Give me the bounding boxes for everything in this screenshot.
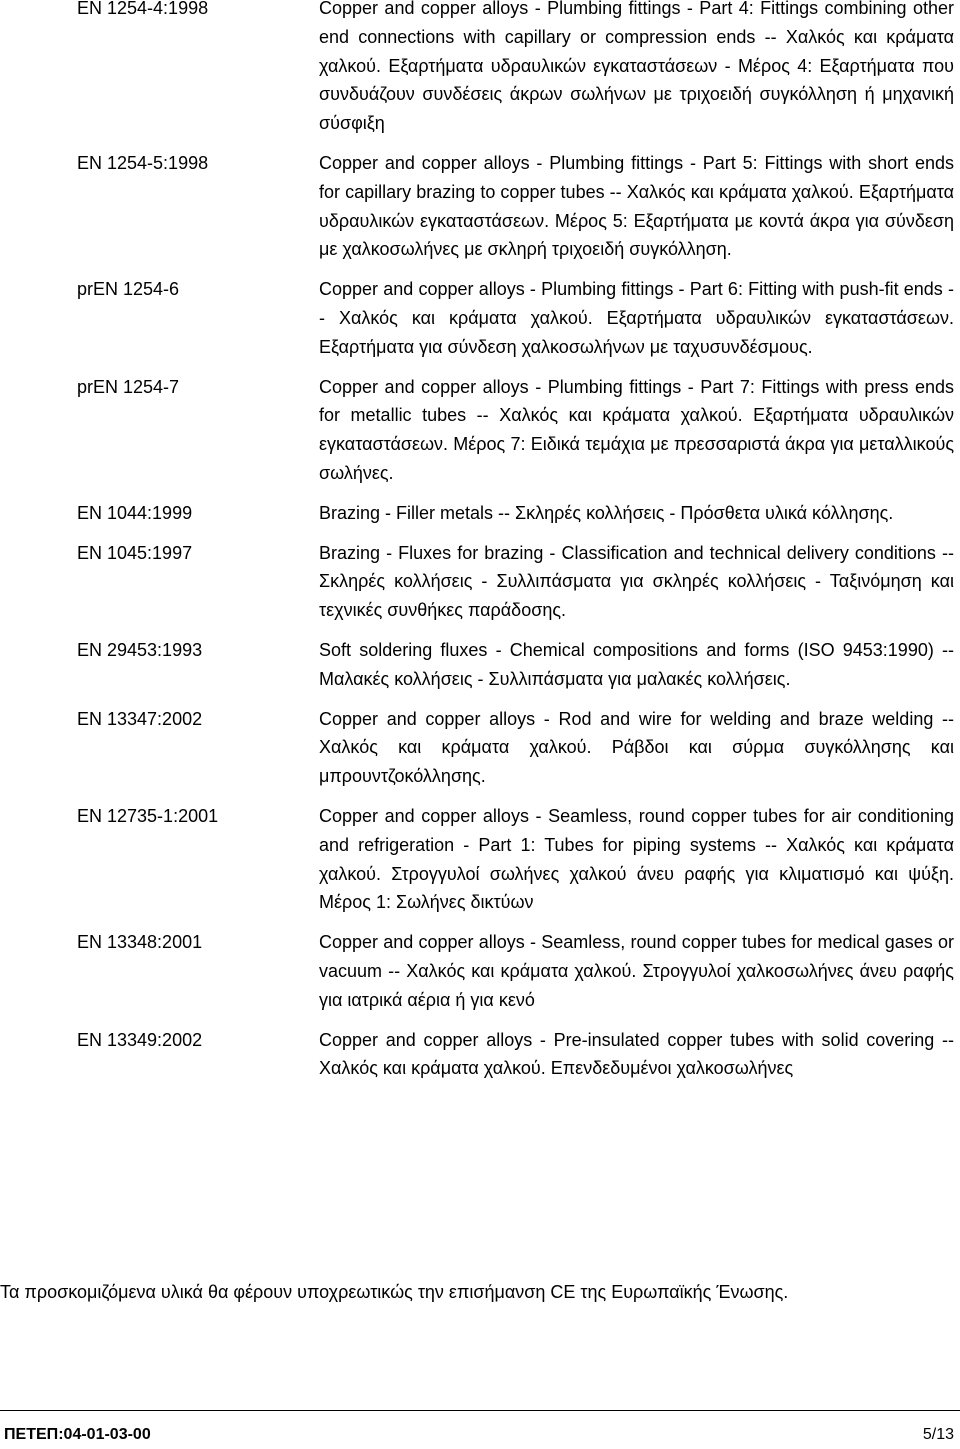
standard-code: EN 13349:2002 [77,1029,203,1050]
page-number: 5/13 [922,1426,954,1443]
standard-code: EN 13348:2001 [77,932,203,953]
standard-description: Copper and copper alloys - Pre-insulated copper tubes with solid covering -- Χαλκός και κράματα χαλκού. Επενδεδυμένοι χαλκοσωλήνες [319,1029,954,1079]
standard-entry [0,499,960,528]
standard-description: Soft soldering fluxes - Chemical compositions and forms (ISO 9453:1990) -- Μαλακές κολλήσεις - Συλλιπάσματα για μαλακές κολλήσεις. [319,639,954,689]
standard-code: EN 12735-1:2001 [77,805,219,826]
standard-code: EN 13347:2002 [77,708,203,729]
standard-entry [0,0,960,138]
standard-description: Brazing - Fluxes for brazing - Classification and technical delivery conditions -- Σκληρές κολλήσεις - Συλλιπάσματα για σκληρές κολλήσεις - Ταξινόμηση και τεχνικές συνθήκες παράδοσης. [319,542,954,621]
standard-code: prEN 1254-7 [77,376,180,397]
document-code: ΠΕΤΕΠ:04-01-03-00 [4,1426,151,1443]
standard-entry [0,705,960,791]
standard-entry [0,636,960,694]
standard-entry [0,373,960,488]
standard-entry [0,802,960,917]
standard-code: EN 1045:1997 [77,542,193,563]
ce-marking-note: Τα προσκομιζόμενα υλικά θα φέρουν υποχρεωτικώς την επισήμανση CE της Ευρωπαϊκής Ένωσης. [0,1282,789,1302]
standard-entry [0,1026,960,1084]
standard-description: Copper and copper alloys - Seamless, round copper tubes for air conditioning and refrigeration - Part 1: Tubes for piping systems -- Χαλκός και κράματα χαλκού. Στρογγυλοί σωλήνες χαλκού άνευ ραφής για κλιματισμό και ψύξη. Μέρος 1: Σωλήνες δικτύων [319,805,954,913]
standard-code: EN 1254-5:1998 [77,152,209,173]
standard-code: prEN 1254-6 [77,279,180,300]
standard-entry [0,928,960,1014]
standard-description: Copper and copper alloys - Plumbing fittings - Part 7: Fittings with press ends for metallic tubes -- Χαλκός και κράματα χαλκού. Εξαρτήματα υδραυλικών εγκαταστάσεων. Μέρος 7: Ειδικά τεμάχια με πρεσσαριστά άκρα για μεταλλικούς σωλήνες. [319,376,954,483]
standard-description: Copper and copper alloys - Plumbing fittings - Part 6: Fitting with push-fit ends -- Χαλκός και κράματα χαλκού. Εξαρτήματα υδραυλικών εγκαταστάσεων. Εξαρτήματα για σύνδεση χαλκοσωλήνων με ταχυσυνδέσμους. [319,279,954,357]
standard-entry [0,275,960,361]
standard-description: Brazing - Filler metals -- Σκληρές κολλήσεις - Πρόσθετα υλικά κόλλησης. [319,502,894,523]
standard-code: EN 1044:1999 [77,502,193,523]
standard-code: EN 29453:1993 [77,639,203,660]
standard-description: Copper and copper alloys - Plumbing fittings - Part 4: Fittings combining other end connections with capillary or compression ends -- Χαλκός και κράματα χαλκού. Εξαρτήματα υδραυλικών εγκαταστάσεων - Μέρος 4: Εξαρτήματα που συνδυάζουν συνδέσεις άκρων σωλήνων με τριχοειδή συγκόλληση ή μηχανική σύσφιξη [319,0,954,134]
page-footer [0,1410,960,1449]
standard-description: Copper and copper alloys - Plumbing fittings - Part 5: Fittings with short ends for capillary brazing to copper tubes -- Χαλκός και κράματα χαλκού. Εξαρτήματα υδραυλικών εγκαταστάσεων. Μέρος 5: Εξαρτήματα με κοντά άκρα για σύνδεση με χαλκοσωλήνες με σκληρή τριχοειδή συγκόλληση. [319,152,954,260]
standard-description: Copper and copper alloys - Seamless, round copper tubes for medical gases or vacuum -- Χαλκός και κράματα χαλκού. Στρογγυλοί χαλκοσωλήνες άνευ ραφής για ιατρικά αέρια ή για κενό [319,932,954,1010]
standard-entry [0,539,960,625]
standard-code: EN 1254-4:1998 [77,0,209,18]
standard-description: Copper and copper alloys - Rod and wire for welding and braze welding -- Χαλκός και κράματα χαλκού. Ράβδοι και σύρμα συγκόλλησης και μπρουντζοκόλλησης. [319,708,954,787]
standard-entry [0,149,960,264]
